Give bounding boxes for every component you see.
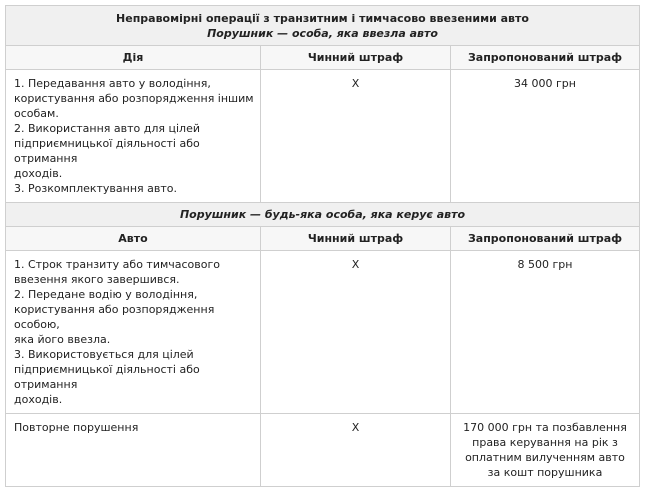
section-row <box>6 203 640 227</box>
action-line: особам. <box>14 107 59 120</box>
current-fine-cell: Х <box>261 414 451 487</box>
action-cell <box>6 251 261 414</box>
table-row <box>6 70 640 203</box>
action-cell <box>6 70 261 203</box>
action-line: користування або розпорядження іншим <box>14 92 254 105</box>
action-cell: Повторне порушення <box>6 414 261 487</box>
header-row-1 <box>6 46 640 70</box>
header-proposed-fine: Запропонований штраф <box>451 227 640 251</box>
action-line: доходів. <box>14 393 63 406</box>
action-line: підприємницької діяльності або отримання <box>14 363 200 391</box>
header-current-fine: Чинний штраф <box>261 46 451 70</box>
violator-subtitle-1: Порушник — особа, яка ввезла авто <box>207 27 438 40</box>
table-title-row <box>6 6 640 46</box>
action-line: користування або розпорядження особою, <box>14 303 215 331</box>
proposed-fine-cell <box>451 414 640 487</box>
action-line: доходів. <box>14 167 63 180</box>
header-current-fine: Чинний штраф <box>261 227 451 251</box>
action-line: яка його ввезла. <box>14 333 111 346</box>
current-fine-cell: Х <box>261 251 451 414</box>
proposed-line: права керування на рік з <box>472 436 618 449</box>
action-line: 1. Передавання авто у володіння, <box>14 77 211 90</box>
fines-table <box>5 5 640 487</box>
action-line: 3. Розкомплектування авто. <box>14 182 178 195</box>
table-row <box>6 251 640 414</box>
header-vehicle: Авто <box>6 227 261 251</box>
action-line: 2. Використання авто для цілей <box>14 122 200 135</box>
action-line: підприємницької діяльності або отримання <box>14 137 200 165</box>
action-line: 1. Строк транзиту або тимчасового <box>14 258 221 271</box>
current-fine-cell: Х <box>261 70 451 203</box>
violator-subtitle-2: Порушник — будь-яка особа, яка керує авто <box>6 203 640 227</box>
action-line: 2. Передане водію у володіння, <box>14 288 198 301</box>
header-action: Дія <box>6 46 261 70</box>
proposed-line: за кошт порушника <box>487 466 603 479</box>
proposed-fine-cell: 8 500 грн <box>451 251 640 414</box>
header-proposed-fine: Запропонований штраф <box>451 46 640 70</box>
proposed-line: оплатним вилученням авто <box>465 451 625 464</box>
table-title: Неправомірні операції з транзитним і тимчасово ввезеними авто <box>116 12 529 25</box>
proposed-line: 170 000 грн та позбавлення <box>463 421 627 434</box>
table-row <box>6 414 640 487</box>
proposed-fine-cell: 34 000 грн <box>451 70 640 203</box>
table-title-cell <box>6 6 640 46</box>
header-row-2 <box>6 227 640 251</box>
action-line: ввезення якого завершився. <box>14 273 180 286</box>
action-line: 3. Використовується для цілей <box>14 348 194 361</box>
